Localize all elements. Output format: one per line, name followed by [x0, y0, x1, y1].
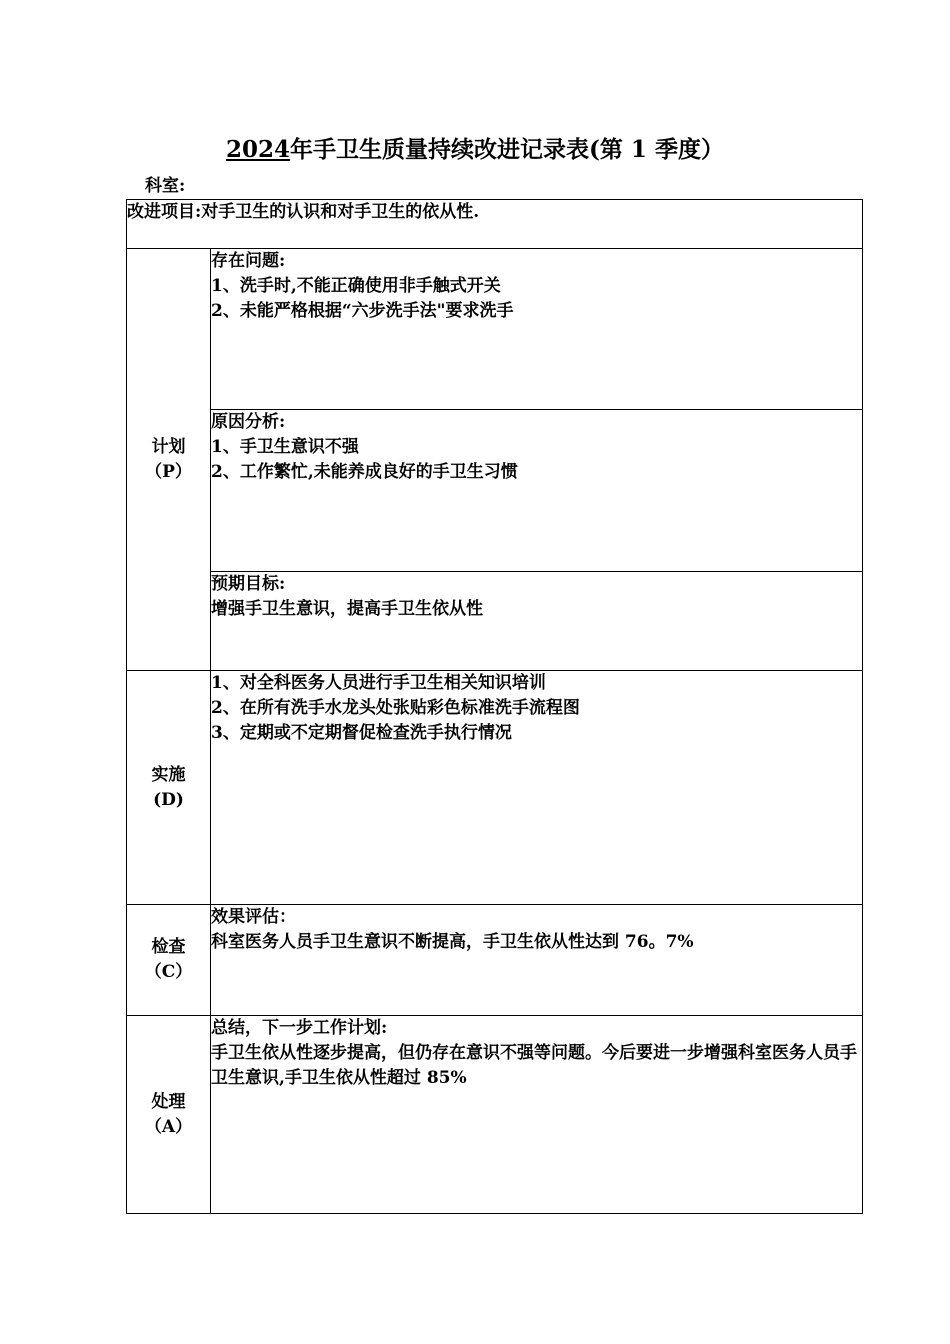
- act-row: [127, 1016, 863, 1214]
- act-heading: 总结，下一步工作计划:: [211, 1018, 388, 1038]
- problems-cell: [211, 249, 863, 410]
- do-cell: [211, 671, 863, 905]
- title-text: 年手卫生质量持续改进记录表(第 1 季度）: [290, 136, 724, 163]
- project-text: 改进项目:对手卫生的认识和对手卫生的依从性.: [127, 202, 480, 222]
- problem-item: 2、未能严格根据“六步洗手法"要求洗手: [211, 301, 514, 321]
- causes-heading: 原因分析:: [211, 412, 286, 432]
- do-label-1: 实施: [151, 764, 186, 785]
- plan-problems-row: [127, 249, 863, 410]
- cause-item: 1、手卫生意识不强: [211, 437, 359, 457]
- plan-causes-row: [127, 410, 863, 572]
- goal-cell: [211, 572, 863, 671]
- plan-stage-label: [127, 249, 211, 671]
- act-summary-text: 手卫生依从性逐步提高，但仍存在意识不强等问题。今后要进一步增强科室医务人员手卫生意识,手卫生依从性超过 85%: [211, 1043, 857, 1088]
- causes-cell: [211, 410, 863, 572]
- check-label-1: 检查: [151, 937, 186, 957]
- problems-heading: 存在问题:: [211, 251, 286, 271]
- goal-heading: 预期目标:: [211, 574, 286, 594]
- plan-goal-row: [127, 572, 863, 671]
- do-item: 1、对全科医务人员进行手卫生相关知识培训: [211, 673, 546, 693]
- do-row: [127, 671, 863, 905]
- check-stage-label: [127, 905, 211, 1016]
- project-row: [127, 200, 863, 249]
- problem-item: 1、洗手时,不能正确使用非手触式开关: [211, 276, 501, 296]
- do-label-2: (D): [153, 789, 184, 810]
- goal-item: 增强手卫生意识，提高手卫生依从性: [211, 599, 483, 619]
- title-year: 2024: [226, 136, 291, 163]
- project-cell: [127, 200, 863, 249]
- page-title: [0, 136, 950, 164]
- act-stage-label: [127, 1016, 211, 1214]
- act-cell: [211, 1016, 863, 1214]
- cause-item: 2、工作繁忙,未能养成良好的手卫生习惯: [211, 462, 518, 482]
- department-label: 科室:: [145, 176, 186, 196]
- plan-label-2: （P）: [145, 461, 192, 482]
- plan-label-1: 计划: [151, 436, 186, 457]
- check-row: [127, 905, 863, 1016]
- check-label-2: （C）: [144, 962, 193, 982]
- pdca-record-table: [126, 199, 863, 1214]
- act-label-2: （A）: [144, 1116, 193, 1137]
- do-item: 3、定期或不定期督促检查洗手执行情况: [211, 723, 512, 743]
- check-heading: 效果评估：: [211, 907, 296, 927]
- do-item: 2、在所有洗手水龙头处张贴彩色标准洗手流程图: [211, 698, 580, 718]
- do-stage-label: [127, 671, 211, 905]
- check-cell: [211, 905, 863, 1016]
- act-label-1: 处理: [151, 1091, 186, 1112]
- check-item: 科室医务人员手卫生意识不断提高，手卫生依从性达到 76。7%: [211, 932, 694, 952]
